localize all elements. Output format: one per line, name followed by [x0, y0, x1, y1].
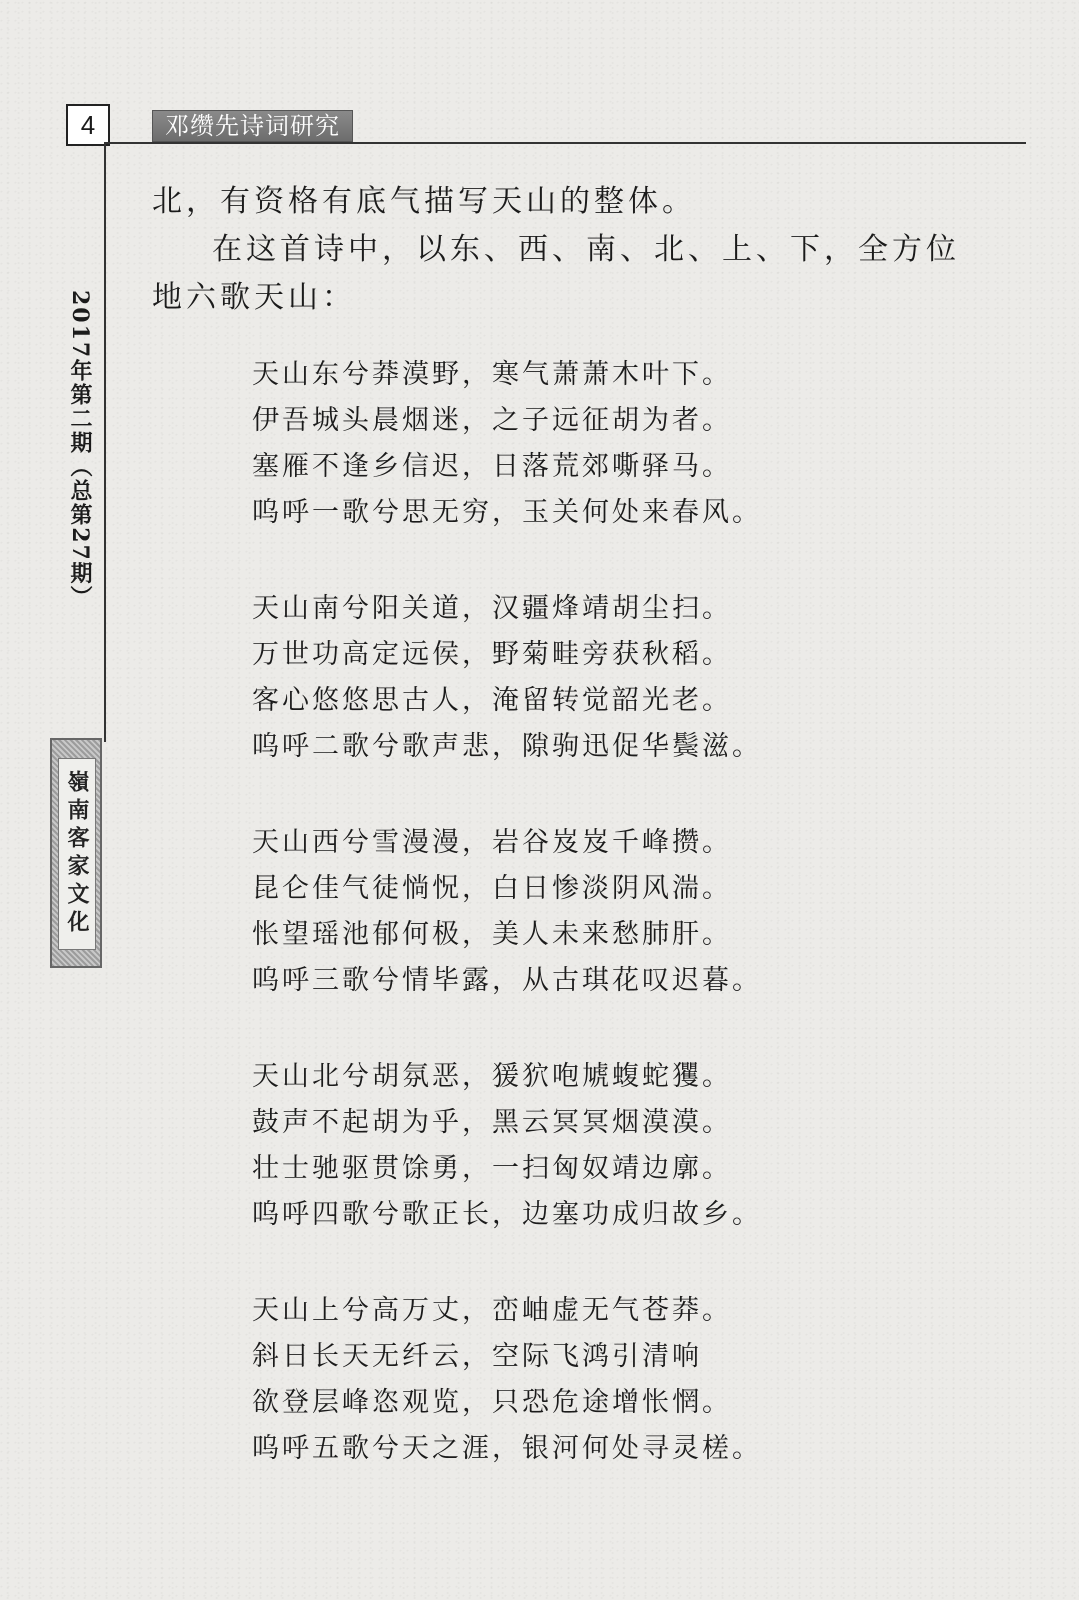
poem-line: 欲登层峰恣观览，只恐危途增怅惘。 — [252, 1387, 732, 1418]
vertical-rule — [104, 142, 106, 742]
poem-line: 伊吾城头晨烟迷，之子远征胡为者。 — [252, 405, 732, 436]
journal-title: 邓缵先诗词研究 — [152, 110, 353, 142]
poem-line: 呜呼一歌兮思无穷，玉关何处来春风。 — [252, 497, 762, 528]
poem-line: 昆仑佳气徒惝怳，白日惨淡阴风湍。 — [252, 873, 732, 904]
issue-label: 2017年第二期（总第27期） — [67, 290, 93, 610]
poem-line: 呜呼三歌兮情毕露，从古琪花叹迟暮。 — [252, 965, 762, 996]
header-rule — [106, 142, 1026, 144]
poem-line: 怅望瑶池郁何极，美人未来愁肺肝。 — [252, 919, 732, 950]
poem-line: 天山东兮莽漠野，寒气萧萧木叶下。 — [252, 359, 732, 390]
poem-line: 呜呼二歌兮歌声悲，隙驹迅促华鬓滋。 — [252, 731, 762, 762]
poem-stanza — [252, 352, 812, 536]
intro-line-1: 北，有资格有底气描写天山的整体。 — [152, 184, 696, 219]
seal-text: 嶺南客家文化 — [58, 758, 96, 950]
poem-line: 壮士驰驱贯馀勇，一扫匈奴靖边廓。 — [252, 1153, 732, 1184]
poem — [252, 352, 812, 1522]
poem-stanza — [252, 1288, 812, 1472]
poem-line: 天山南兮阳关道，汉疆烽靖胡尘扫。 — [252, 593, 732, 624]
poem-line: 万世功高定远侯，野菊畦旁获秋稻。 — [252, 639, 732, 670]
poem-line: 塞雁不逢乡信迟，日落荒郊嘶驿马。 — [252, 451, 732, 482]
poem-line: 天山上兮高万丈，峦岫虚无气苍莽。 — [252, 1295, 732, 1326]
poem-line: 天山北兮胡氛恶，猨狖咆虓蝮蛇玃。 — [252, 1061, 732, 1092]
poem-line: 鼓声不起胡为乎，黑云冥冥烟漠漠。 — [252, 1107, 732, 1138]
poem-line: 斜日长天无纤云，空际飞鸿引清响 — [252, 1341, 702, 1372]
poem-line: 呜呼五歌兮天之涯，银河何处寻灵槎。 — [252, 1433, 762, 1464]
poem-stanza — [252, 586, 812, 770]
poem-line: 天山西兮雪漫漫，岩谷岌岌千峰攒。 — [252, 827, 732, 858]
poem-stanza — [252, 1054, 812, 1238]
poem-line: 客心悠悠思古人，淹留转觉韶光老。 — [252, 685, 732, 716]
poem-line: 呜呼四歌兮歌正长，边塞功成归故乡。 — [252, 1199, 762, 1230]
page-number: 4 — [66, 104, 110, 146]
intro-text — [152, 178, 982, 322]
poem-stanza — [252, 820, 812, 1004]
seal-emblem — [50, 738, 102, 968]
intro-line-2: 在这首诗中，以东、西、南、北、上、下，全方位地六歌天山： — [152, 232, 960, 315]
